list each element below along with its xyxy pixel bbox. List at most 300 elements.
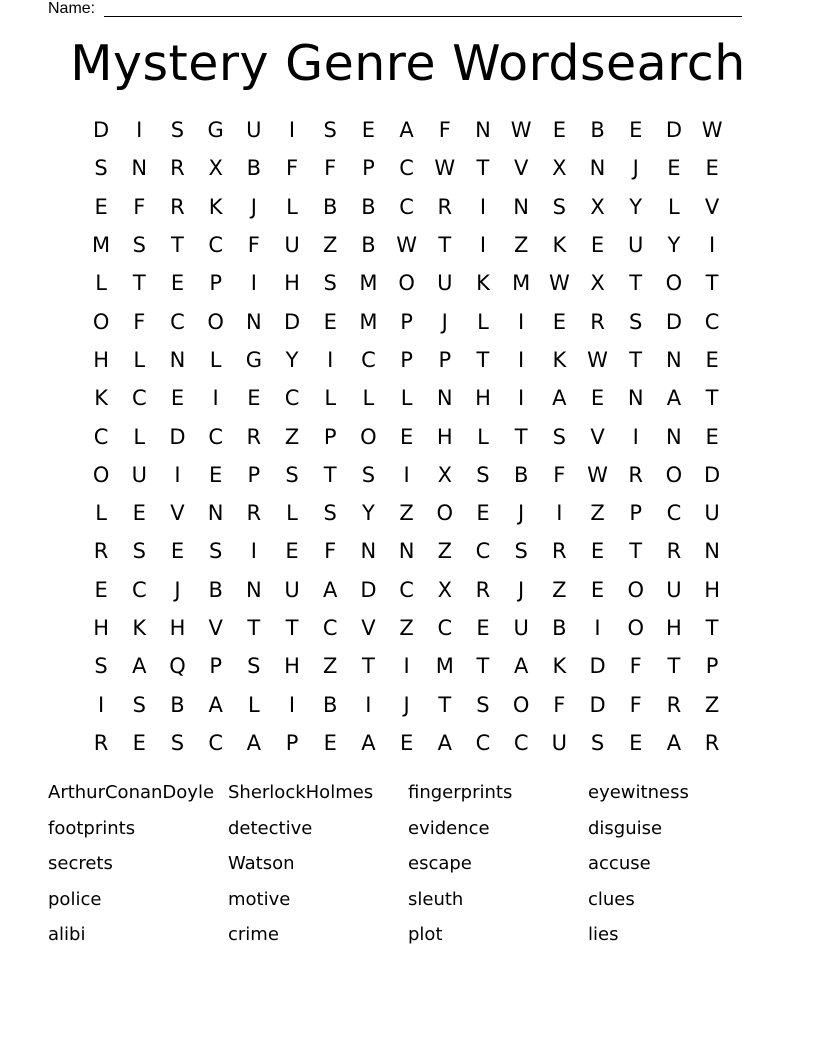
grid-letter: E [170,271,185,296]
grid-letter: J [174,577,181,602]
grid-letter: O [627,577,644,602]
grid-letter: A [323,577,338,602]
grid-letter: E [285,539,299,564]
grid-row [82,456,731,494]
grid-letter: B [323,692,338,717]
word-list-item: footprints [48,817,136,839]
grid-letter: F [324,156,337,181]
grid-letter: C [399,156,414,181]
grid-letter: L [477,424,489,449]
grid-letter: E [552,118,566,143]
grid-letter: Y [285,347,299,372]
grid-letter: O [665,271,683,296]
word-list-item: plot [408,924,443,945]
grid-letter: Z [323,233,338,258]
grid-letter: S [629,309,643,334]
grid-letter: I [97,692,105,717]
grid-letter: C [513,730,529,755]
grid-letter: O [436,501,454,526]
grid-letter: E [590,386,605,411]
grid-row [82,379,731,417]
grid-letter: E [132,730,146,755]
grid-letter: I [518,386,525,411]
grid-letter: E [705,424,719,449]
name-label: Name: [48,0,96,17]
grid-letter: I [365,692,372,717]
grid-letter: O [92,309,110,334]
grid-letter: Y [667,233,681,258]
grid-letter: E [476,501,490,526]
grid-letter: E [170,539,185,564]
grid-row [82,647,731,685]
grid-letter: E [323,309,337,334]
grid-letter: W [587,347,608,372]
grid-letter: C [666,501,682,526]
grid-letter: H [284,654,300,679]
grid-letter: S [323,501,337,526]
grid-letter: N [475,118,491,143]
grid-letter: L [362,386,375,411]
grid-letter: T [476,347,490,372]
grid-letter: B [552,616,567,640]
grid-letter: L [324,386,337,411]
grid-letter: I [403,462,410,487]
grid-letter: H [704,577,720,602]
grid-letter: S [476,462,490,487]
grid-letter: C [208,233,223,258]
grid-letter: N [360,539,377,564]
grid-letter: D [360,577,377,602]
grid-letter: P [209,271,222,296]
grid-letter: M [435,654,454,679]
grid-letter: O [665,462,683,487]
grid-letter: A [399,118,414,143]
grid-letter: T [476,156,490,181]
grid-letter: N [245,577,262,602]
grid-letter: J [518,501,525,526]
grid-letter: I [632,424,639,449]
word-list-item: fingerprints [408,782,513,803]
grid-letter: I [556,501,563,526]
grid-letter: T [705,271,719,296]
grid-letter: G [245,347,262,372]
grid-row [82,417,731,455]
grid-letter: W [587,462,608,487]
grid-letter: T [438,692,452,717]
grid-letter: A [361,730,376,755]
grid-letter: O [627,616,644,640]
grid-letter: E [170,386,185,411]
grid-letter: T [247,616,261,640]
grid-letter: V [361,616,376,640]
grid-letter: I [518,347,525,372]
grid-letter: P [209,654,222,679]
grid-letter: L [247,692,260,717]
grid-letter: I [136,118,143,143]
grid-letter: W [701,118,723,143]
grid-letter: N [589,156,606,181]
grid-letter: E [705,347,719,372]
grid-letter: S [208,539,223,564]
grid-letter: S [590,730,605,755]
grid-letter: P [629,501,643,526]
grid-letter: R [666,692,682,717]
grid-letter: T [323,462,337,487]
grid-letter: E [132,501,146,526]
grid-letter: S [94,654,108,679]
grid-letter: W [548,271,570,296]
grid-letter: E [399,730,414,755]
grid-letter: Q [169,654,186,679]
grid-letter: D [589,654,606,679]
grid-letter: S [552,194,567,219]
grid-letter: X [437,577,452,602]
grid-letter: R [246,424,262,449]
grid-letter: E [94,577,108,602]
grid-letter: E [705,156,719,181]
grid-letter: R [475,577,491,602]
grid-letter: Z [513,233,529,258]
grid-letter: S [514,539,528,564]
grid-letter: O [398,271,415,296]
grid-letter: V [513,156,529,181]
grid-letter: U [284,233,300,258]
grid-letter: D [704,462,721,487]
grid-letter: D [93,118,110,143]
word-list-item: disguise [588,817,663,839]
grid-letter: T [361,654,375,679]
grid-letter: O [207,309,224,334]
grid-letter: N [398,539,415,564]
grid-letter: F [133,194,146,219]
word-list [48,776,768,954]
grid-letter: C [170,309,185,334]
word-list-item: detective [228,817,313,839]
grid-letter: E [323,730,337,755]
grid-letter: J [632,156,639,181]
grid-letter: C [361,347,376,372]
grid-row [82,724,731,762]
word-list-item: motive [228,888,291,910]
grid-letter: S [361,462,376,487]
grid-letter: I [288,692,296,717]
grid-letter: I [288,118,296,143]
grid-letter: H [436,424,453,449]
grid-letter: T [705,616,719,640]
grid-letter: C [131,386,147,411]
grid-letter: L [668,194,680,219]
grid-letter: X [208,156,223,181]
grid-letter: K [208,194,223,219]
grid-letter: G [207,118,224,143]
grid-letter: C [131,577,147,602]
grid-letter: U [246,118,262,143]
grid-letter: X [590,194,605,219]
grid-letter: S [552,424,567,449]
grid-letter: D [665,118,682,143]
grid-letter: P [285,730,299,755]
grid-letter: O [360,424,377,449]
grid-letter: R [93,539,109,564]
grid-letter: L [477,309,489,334]
grid-letter: T [629,539,643,564]
grid-letter: Y [361,501,375,526]
grid-letter: E [361,118,376,143]
grid-letter: K [476,271,490,296]
word-list-item: Watson [228,853,295,874]
grid-row [82,341,731,379]
grid-letter: B [323,194,338,219]
grid-letter: S [94,156,108,181]
grid-letter: T [476,654,490,679]
grid-letter: R [590,309,605,334]
grid-letter: P [362,156,375,181]
grid-letter: C [284,386,300,411]
word-list-item: accuse [588,853,651,874]
grid-letter: I [479,233,487,258]
grid-letter: W [434,156,456,181]
grid-letter: I [250,271,257,296]
grid-letter: B [208,577,223,602]
grid-letter: J [518,577,525,602]
grid-letter: R [170,156,185,181]
grid-letter: F [629,654,642,679]
grid-letter: M [359,271,378,296]
grid-letter: N [704,539,720,564]
grid-letter: Z [399,501,414,526]
grid-letter: O [512,692,530,717]
grid-letter: E [629,730,643,755]
grid-letter: A [552,386,567,411]
grid-letter: S [132,692,146,717]
grid-letter: I [403,654,410,679]
grid-letter: X [590,271,605,296]
grid-letter: U [513,616,529,640]
grid-letter: C [475,539,491,564]
grid-row [82,532,731,570]
word-list-item: SherlockHolmes [228,782,374,803]
grid-letter: E [667,156,681,181]
grid-letter: T [132,271,146,296]
grid-letter: E [629,118,643,143]
grid-letter: U [704,501,720,526]
grid-letter: S [170,118,185,143]
grid-letter: D [169,424,186,449]
grid-letter: E [590,577,605,602]
grid-letter: U [628,233,644,258]
grid-letter: V [704,194,720,219]
grid-letter: R [666,539,682,564]
grid-letter: H [475,386,491,411]
grid-letter: R [437,194,453,219]
grid-letter: J [403,692,410,717]
grid-letter: C [208,730,223,755]
word-list-item: alibi [48,924,86,945]
grid-row [82,302,731,340]
grid-letter: R [170,194,185,219]
name-underline [104,16,742,17]
grid-letter: B [590,118,605,143]
grid-letter: S [476,692,490,717]
grid-letter: S [132,233,146,258]
grid-letter: M [512,271,531,296]
grid-letter: P [323,424,337,449]
grid-letter: V [208,616,223,640]
grid-letter: U [666,577,682,602]
grid-row [82,571,731,609]
word-list-item: crime [228,924,279,945]
grid-letter: I [479,194,487,219]
grid-letter: Z [437,539,452,564]
grid-letter: C [208,424,223,449]
grid-letter: S [323,118,337,143]
grid-letter: E [590,539,605,564]
grid-letter: D [665,309,682,334]
grid-letter: R [704,730,720,755]
grid-row [82,149,731,187]
grid-letter: B [361,194,376,219]
grid-letter: U [551,730,568,755]
grid-letter: L [209,347,222,372]
grid-letter: M [359,309,378,334]
grid-letter: L [286,501,298,526]
grid-row [82,226,731,264]
grid-letter: S [132,539,146,564]
word-list-item: ArthurConanDoyle [48,782,215,803]
grid-letter: U [284,577,300,602]
grid-letter: T [514,424,528,449]
word-list-item: evidence [408,817,490,839]
grid-letter: H [93,347,109,372]
page-title: Mystery Genre Wordsearch [70,35,746,92]
grid-letter: H [666,616,682,640]
grid-letter: A [246,730,262,755]
grid-letter: P [438,347,452,372]
grid-row [82,494,731,532]
grid-letter: L [400,386,413,411]
grid-letter: L [133,424,146,449]
grid-letter: R [552,539,567,564]
grid-letter: C [322,616,338,640]
grid-letter: T [438,233,452,258]
grid-letter: A [666,386,682,411]
grid-letter: O [92,462,110,487]
grid-letter: Z [284,424,300,449]
word-list-item: sleuth [408,888,464,910]
grid-letter: M [92,233,111,258]
grid-letter: W [510,118,532,143]
grid-letter: S [170,730,185,755]
grid-letter: Z [552,577,567,602]
grid-letter: T [629,271,643,296]
grid-letter: E [552,309,566,334]
letter-grid [82,111,731,762]
grid-letter: J [250,194,257,219]
grid-letter: N [436,386,453,411]
grid-letter: F [285,156,299,181]
grid-letter: T [171,233,184,258]
grid-letter: K [552,233,567,258]
grid-letter: H [284,271,300,296]
grid-letter: F [553,462,566,487]
grid-letter: S [247,654,261,679]
grid-letter: E [476,616,490,640]
grid-letter: T [285,616,299,640]
grid-letter: X [552,156,567,181]
grid-letter: N [666,347,682,372]
grid-row [82,264,731,302]
grid-letter: F [133,309,146,334]
grid-letter: R [93,730,109,755]
grid-letter: I [250,539,257,564]
grid-row [82,111,731,149]
word-list-item: police [48,888,102,910]
grid-letter: A [513,654,529,679]
grid-letter: I [212,386,219,411]
grid-letter: U [131,462,147,487]
grid-letter: E [209,462,223,487]
grid-letter: S [323,271,337,296]
grid-letter: V [170,501,185,526]
grid-letter: T [705,386,719,411]
name-field [48,0,742,18]
word-list-item: escape [408,853,472,874]
grid-letter: A [666,730,682,755]
grid-letter: U [437,271,453,296]
grid-letter: N [627,386,644,411]
grid-letter: I [518,309,525,334]
grid-row [82,188,731,226]
grid-letter: L [95,501,107,526]
grid-letter: I [327,347,334,372]
grid-letter: H [169,616,186,640]
grid-letter: I [174,462,181,487]
grid-letter: D [283,309,301,334]
grid-letter: X [437,462,452,487]
word-list-item: clues [588,888,635,910]
grid-letter: P [400,309,413,334]
grid-letter: T [629,347,643,372]
grid-letter: B [246,156,262,181]
grid-letter: C [475,730,491,755]
grid-letter: W [396,233,417,258]
grid-letter: N [207,501,224,526]
grid-letter: Z [399,616,414,640]
grid-letter: C [704,309,720,334]
grid-letter: L [95,271,107,296]
grid-letter: N [513,194,530,219]
grid-letter: B [361,233,376,258]
grid-letter: N [169,347,186,372]
word-list-item: lies [588,924,619,945]
grid-letter: B [170,692,185,717]
grid-letter: E [94,194,108,219]
grid-letter: A [132,654,147,679]
grid-letter: Z [323,654,338,679]
grid-letter: K [94,386,108,411]
grid-row [82,685,731,723]
grid-letter: K [132,616,147,640]
grid-letter: P [400,347,413,372]
grid-letter: F [629,692,642,717]
grid-letter: E [399,424,414,449]
grid-letter: D [589,692,606,717]
grid-letter: H [93,616,109,640]
grid-letter: R [246,501,262,526]
grid-letter: I [708,233,716,258]
grid-letter: A [437,730,452,755]
grid-letter: E [247,386,261,411]
